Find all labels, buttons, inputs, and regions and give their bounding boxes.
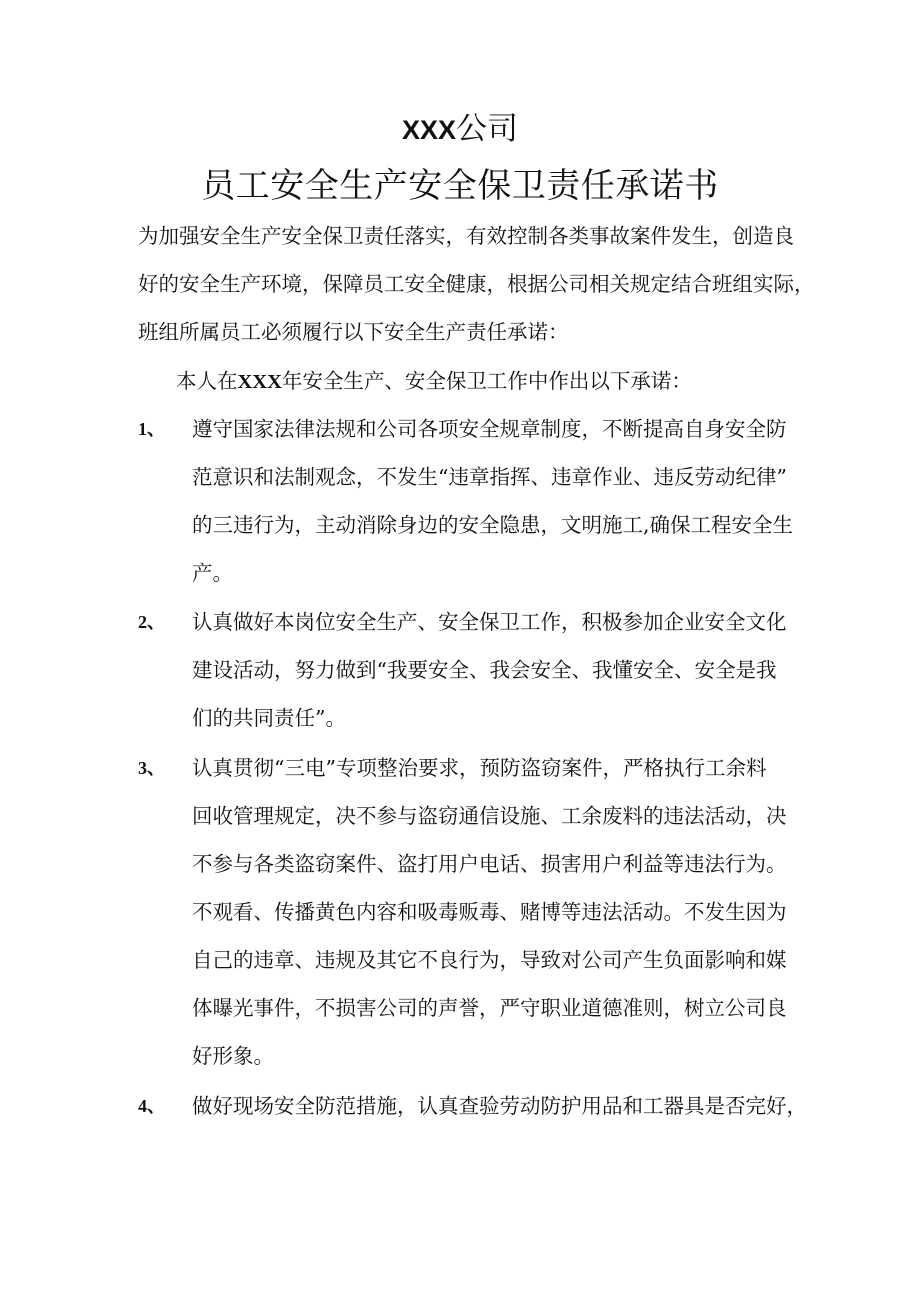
intro-line: 班组所属员工必须履行以下安全生产责任承诺： xyxy=(138,320,569,344)
pledge-item-line: 的三违行为，主动消除身边的安全隐患，文明施工,确保工程安全生 xyxy=(192,513,794,537)
pledge-item-line: 认真贯彻“三电”专项整治要求，预防盗窃案件，严格执行工余料 xyxy=(192,756,767,780)
intro-paragraph xyxy=(138,212,815,356)
pledge-item-number: 1、 xyxy=(138,419,165,439)
pledge-item-number: 4、 xyxy=(138,1096,165,1116)
pledge-item-line: 回收管理规定，决不参与盗窃通信设施、工余废料的违法活动，决 xyxy=(192,804,787,828)
company-title xyxy=(0,106,920,153)
company-name-prefix: XXX xyxy=(401,115,457,145)
pledge-item-line: 好形象。 xyxy=(192,1044,274,1068)
pledge-item-text xyxy=(192,744,796,1080)
intro-line: 为加强安全生产安全保卫责任落实，有效控制各类事故案件发生，创造良 xyxy=(138,224,794,248)
pledge-item-line: 自己的违章、违规及其它不良行为，导致对公司产生负面影响和媒 xyxy=(192,948,787,972)
pledge-item-line: 体曝光事件，不损害公司的声誉，严守职业道德准则，树立公司良 xyxy=(192,996,787,1020)
pledge-item-line: 不参与各类盗窃案件、盗打用户电话、损害用户利益等违法行为。 xyxy=(192,852,787,876)
pledge-item-number: 3、 xyxy=(138,758,165,778)
pledge-item-text xyxy=(192,1082,807,1130)
document-title: 员工安全生产安全保卫责任承诺书 xyxy=(201,166,719,206)
pledge-item-text xyxy=(192,405,796,597)
intro-line: 好的安全生产环境，保障员工安全健康，根据公司相关规定结合班组实际， xyxy=(138,272,815,296)
pledge-item-line: 做好现场安全防范措施，认真查验劳动防护用品和工器具是否完好， xyxy=(192,1094,807,1118)
pledge-item-line: 产。 xyxy=(192,561,233,585)
pledge-item-line: 不观看、传播黄色内容和吸毒贩毒、赌博等违法活动。不发生因为 xyxy=(192,900,787,924)
lead-year-placeholder: XXX xyxy=(237,371,282,393)
pledge-item-line: 范意识和法制观念，不发生“违章指挥、违章作业、违反劳动纪律” xyxy=(192,465,787,489)
lead-text-after: 年安全生产、安全保卫工作中作出以下承诺： xyxy=(281,369,692,393)
company-name-suffix: 公司 xyxy=(456,111,519,147)
pledge-item-text xyxy=(192,598,796,742)
pledge-item-line: 们的共同责任”。 xyxy=(192,706,346,730)
pledge-item-number: 2、 xyxy=(138,612,165,632)
pledge-item-line: 建设活动，努力做到“我要安全、我会安全、我懂安全、安全是我 xyxy=(192,658,777,682)
pledge-item-line: 认真做好本岗位安全生产、安全保卫工作，积极参加企业安全文化 xyxy=(192,610,787,634)
pledge-item-line: 遵守国家法律法规和公司各项安全规章制度，不断提高自身安全防 xyxy=(192,417,787,441)
lead-text-before: 本人在 xyxy=(176,369,238,393)
pledge-lead-line xyxy=(176,357,796,406)
